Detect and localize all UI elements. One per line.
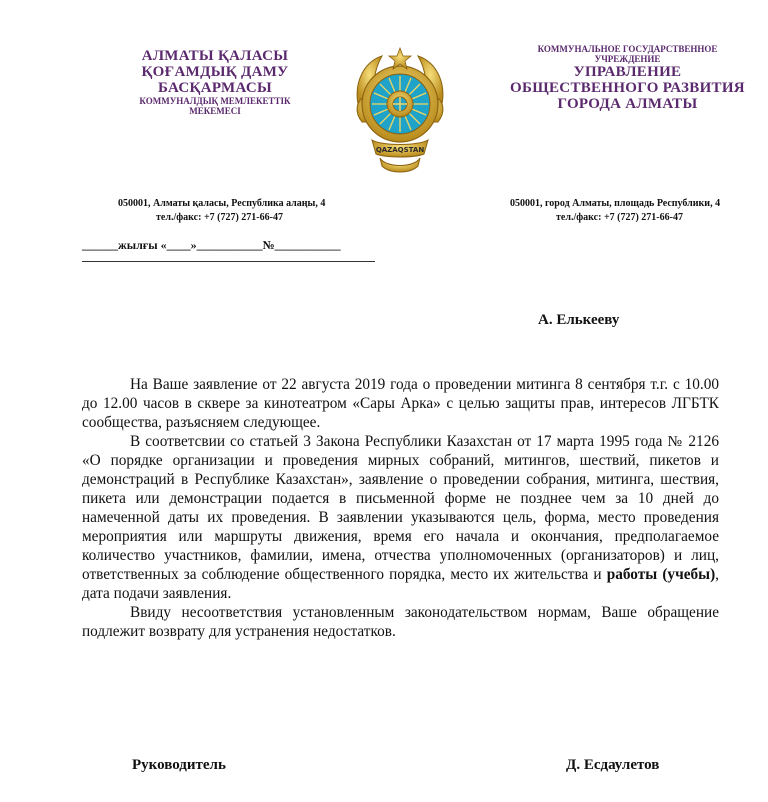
address-left [118, 197, 348, 225]
signature-name: Д. Есдаулетов [566, 757, 660, 773]
header-right-line5: ГОРОДА АЛМАТЫ [557, 96, 698, 112]
paragraph-2 [82, 432, 719, 603]
header-left-kazakh [100, 48, 330, 116]
paragraph-2-bold: работы (учебы) [606, 566, 716, 583]
paragraph-3: Ввиду несоответствия установленным законодательством нормам, Ваше обращение подлежит возврату для устранения недостатков. [82, 604, 719, 640]
header-left-line1: АЛМАТЫ ҚАЛАСЫ [141, 48, 289, 64]
header-left-line3: БАСҚАРМАСЫ [157, 80, 273, 96]
paragraph-2-end: , дата подачи заявления. [82, 566, 719, 602]
address-right-street: 050001, город Алматы, площадь Республики, 4 [510, 198, 721, 209]
reference-number-line: ______жылғы «____»___________№___________ [82, 238, 341, 252]
address-right [510, 197, 755, 225]
paragraph-1: На Ваше заявление от 22 августа 2019 года о проведении митинга 8 сентября т.г. с 10.00 до 12.00 часов в сквере за кинотеатром «Сары Арка» с целью защиты прав, интересов ЛГБТК сообщества, разъясняем следующее. [82, 376, 719, 431]
signature-title: Руководитель [132, 757, 226, 773]
addressee: А. Елькееву [538, 312, 620, 328]
reference-underline [82, 261, 375, 262]
paragraph-2-text: В соответсвии со статьей 3 Закона Республики Казахстан от 17 марта 1995 года № 2126 «О порядке организации и проведения мирных собраний, митингов, шествий, пикетов и демонстраций в Республике Казахстан», заявление о проведении собрания, митинга, шествия, пикета или демонстрации подается в письменной форме не позднее чем за 10 дней до намеченной даты их проведения. В заявлении указываются цель, форма, место проведения мероприятия или маршруты движения, время его начала и окончания, предполагаемое количество участников, фамилии, имена, отчества уполномоченных (организаторов) и лиц, ответственных за соблюдение общественного порядка, место их жительства и [82, 433, 719, 583]
header-right-line3: УПРАВЛЕНИЕ [573, 64, 682, 80]
header-left-line2: ҚОҒАМДЫҚ ДАМУ [141, 64, 289, 80]
address-left-street: 050001, Алматы қаласы, Республика алаңы, 4 [118, 198, 326, 209]
header-right-line2: УЧРЕЖДЕНИЕ [594, 54, 661, 64]
emblem-label: QAZAQSTAN [375, 146, 425, 154]
address-right-phone: тел./факс: +7 (727) 271-66-47 [556, 212, 683, 223]
state-emblem-icon [352, 42, 448, 180]
letter-body [82, 375, 719, 641]
header-right-line1: КОММУНАЛЬНОЕ ГОСУДАРСТВЕННОЕ [537, 44, 718, 54]
header-left-line5: МЕКЕМЕСІ [189, 106, 241, 116]
header-right-line4: ОБЩЕСТВЕННОГО РАЗВИТИЯ [510, 80, 745, 96]
header-left-line4: КОММУНАЛДЫҚ МЕМЛЕКЕТТІК [139, 96, 291, 106]
header-right-russian [495, 44, 760, 112]
address-left-phone: тел./факс: +7 (727) 271-66-47 [156, 212, 283, 223]
